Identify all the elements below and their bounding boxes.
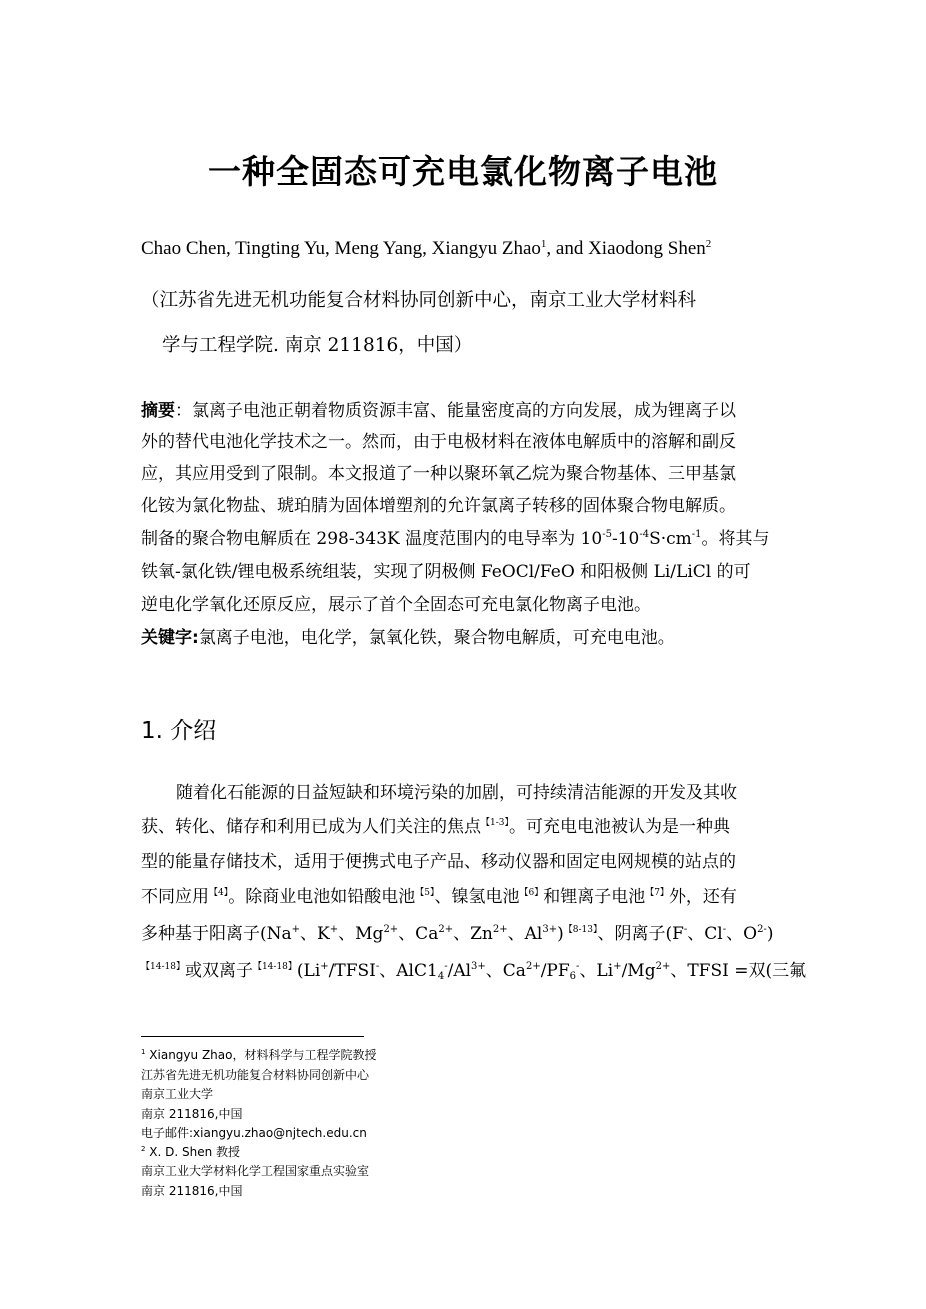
abstract-label: 摘要 [141,401,175,421]
intro-text: 、AlC1 [379,961,438,981]
intro-text: 、Zn [453,924,493,944]
abstract-text: 。将其与 [701,529,770,549]
superscript: -5 [602,529,612,540]
superscript: - [444,961,448,972]
abstract-text: 制备的聚合物电解质在 298-343K 温度范围内的电导率为 10 [141,529,603,549]
section-heading: 1. 介绍 [141,718,217,744]
intro-text: 、K [300,924,330,944]
citation: 【1-3】 [481,818,509,828]
superscript: + [613,961,622,972]
abstract-text: S·cm [649,529,692,549]
intro-text: 。除商业电池如铅酸电池 [228,887,416,907]
citation: 【8-13】 [563,925,598,935]
abstract-line-1 [141,399,791,423]
affiliation-line-1: （江苏省先进无机功能复合材料协同创新中心，南京工业大学材料科 [141,290,697,311]
superscript: 2+ [492,924,508,935]
footnote-1-line-1 [141,1046,376,1063]
intro-line-4 [141,885,791,909]
intro-text: 、Mg [338,924,384,944]
intro-line-3: 型的能量存储技术，适用于便携式电子产品、移动仪器和固定电网规模的站点的 [141,852,736,872]
intro-text: 或双离子 [184,961,253,981]
abstract-text: -10 [611,529,640,549]
authors-part1: Chao Chen, Tingting Yu, Meng Yang, Xiangyu Zhao [141,238,541,259]
footnote-2-line-3: 南京 211816,中国 [141,1184,243,1198]
footnote-2-line-1 [141,1143,240,1160]
superscript: -1 [691,529,702,540]
superscript: 3+ [542,924,558,935]
intro-text: 。可充电电池被认为是一种典 [509,817,730,837]
citation: 【4】 [209,888,229,898]
intro-text: 获、转化、储存和利用已成为人们关注的焦点 [141,817,481,837]
citation: 【7】 [645,888,669,898]
superscript: 2- [757,924,767,935]
intro-text: 、Ca [485,961,526,981]
intro-text: 、Ca [398,924,439,944]
keywords-label: 关键字: [141,628,199,648]
footnote-1-email: 电子邮件:xiangyu.zhao@njtech.edu.cn [141,1126,367,1140]
superscript: - [576,961,580,972]
superscript: - [375,961,380,972]
citation: 【14-18】 [252,962,297,972]
intro-text: 和锂离子电池 [543,887,646,907]
intro-text: 、阴离子(F [597,924,684,944]
abstract-line-2: 外的替代电池化学技术之一。然而，由于电极材料在液体电解质中的溶解和副反 [141,432,736,452]
superscript: 3+ [471,961,486,972]
intro-text: 、TFSI =双(三氟 [670,961,807,981]
abstract-line-4: 化铵为氯化物盐、琥珀腈为固体增塑剂的允许氯离子转移的固体聚合物电解质。 [141,496,736,516]
superscript: + [291,924,301,935]
affiliation-line-2: 学与工程学院. 南京 211816，中国） [162,335,473,356]
footnote-2-line-2: 南京工业大学材料化学工程国家重点实验室 [141,1164,370,1178]
superscript: + [329,924,339,935]
subscript: 4 [437,971,445,982]
citation: 【5】 [415,888,435,898]
intro-text: (Li [296,961,321,981]
intro-line-5 [141,922,791,946]
authors-part2: , and Xiaodong Shen [546,238,706,259]
intro-text: 、Cl [687,924,723,944]
keywords-text: 氯离子电池，电化学，氯氧化铁，聚合物电解质，可充电电池。 [198,628,675,648]
footnote-text: X. D. Shen 教授 [149,1145,241,1159]
superscript: 2+ [438,924,454,935]
footnote-divider [141,1036,364,1037]
abstract-line-7: 逆电化学氧化还原反应，展示了首个全固态可充电氯化物离子电池。 [141,595,651,615]
superscript: - [722,924,727,935]
intro-line-1: 随着化石能源的日益短缺和环境污染的加剧，可持续清洁能源的开发及其收 [176,783,737,803]
intro-text: 、Li [579,961,614,981]
superscript: 2+ [655,961,671,972]
intro-text: /PF [540,961,570,981]
intro-text: /TFSI [328,961,376,981]
intro-text: ) [557,924,564,944]
superscript: -4 [639,529,650,540]
intro-text: ) [766,924,774,944]
citation: 【6】 [519,888,544,898]
abstract-line-5 [141,527,791,551]
abstract-line-3: 应，其应用受到了限制。本文报道了一种以聚环氧乙烷为聚合物基体、三甲基氯 [141,464,736,484]
intro-line-2 [141,815,791,839]
footnote-marker: 1 [141,1048,146,1056]
intro-text: 、Al [507,924,543,944]
intro-text: 、镍氢电池 [434,887,520,907]
intro-text: /Al [447,961,472,981]
superscript: - [683,924,688,935]
footnote-text: Xiangyu Zhao，材料科学与工程学院教授 [149,1048,377,1062]
intro-text: /Mg [621,961,656,981]
superscript: + [320,961,329,972]
subscript: 6 [569,971,577,982]
intro-text: 多种基于阳离子(Na [141,924,292,944]
intro-text: 外，还有 [668,887,737,907]
intro-text: 不同应用 [141,887,209,907]
intro-text: 、O [726,924,758,944]
abstract-line-6: 铁氧-氯化铁/锂电极系统组装，实现了阴极侧 FeOCl/FeO 和阳极侧 Li/LiCl 的可 [141,562,751,582]
superscript: 2+ [383,924,399,935]
keywords [141,626,791,650]
abstract-text: ：氯离子电池正朝着物质资源丰富、能量密度高的方向发展，成为锂离子以 [175,401,736,421]
author-sup-1: 1 [540,238,547,250]
paper-title: 一种全固态可充电氯化物离子电池 [208,152,718,191]
superscript: 2+ [525,961,541,972]
citation: 【14-18】 [141,962,185,972]
footnote-1-line-3: 南京工业大学 [141,1087,214,1101]
author-sup-2: 2 [705,238,712,250]
footnote-marker: 2 [141,1145,146,1153]
author-list [141,238,801,260]
footnote-1-line-4: 南京 211816,中国 [141,1107,243,1121]
footnote-1-line-2: 江苏省先进无机功能复合材料协同创新中心 [141,1068,370,1082]
intro-line-6 [141,959,807,983]
